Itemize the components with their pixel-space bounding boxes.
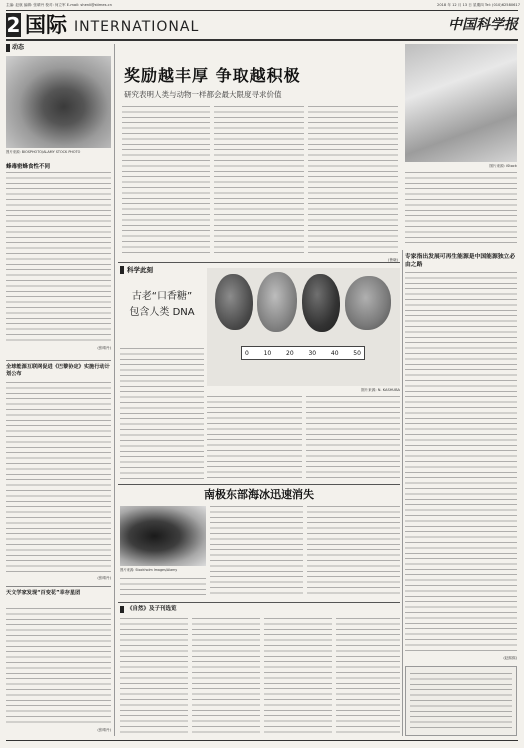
nature-marker [120, 606, 124, 613]
ruler-mark-20: 20 [286, 350, 294, 357]
pull-quote-line2: 包含人类 DNA [129, 307, 195, 318]
science-body-left [120, 348, 204, 436]
story2-body [6, 382, 111, 574]
nature-col2 [192, 618, 260, 736]
left-divider-1 [6, 360, 111, 361]
top-divider [6, 10, 518, 11]
sea-ice-body-right [307, 506, 400, 598]
story3-source: (张晴丹) [97, 728, 111, 732]
left-column-divider [114, 44, 115, 736]
dongtai-label: 动态 [12, 44, 25, 51]
masthead-credits: 主编: 赵航 编辑: 张晴丹 校对: 何立军 E-mail: shenli@stimes.cn [6, 3, 112, 7]
ruler-mark-50: 50 [353, 350, 361, 357]
right-column-divider [402, 250, 403, 736]
gum-piece-2 [257, 272, 297, 332]
section-title-en: INTERNATIONAL [74, 19, 200, 35]
science-top-rule [118, 262, 400, 263]
story1-source: (张晴丹) [97, 346, 111, 350]
dongtai-marker [6, 44, 10, 52]
bee-photo-caption: 图片来源: BIOSPHOTO/ALAMY STOCK PHOTO [6, 150, 81, 154]
left-column [6, 44, 111, 736]
right-story-source: (赵熙熙) [503, 656, 517, 660]
gum-piece-1 [215, 274, 253, 330]
main-story-photo-caption: 图片来源: iStock [489, 164, 517, 168]
story3-body [6, 608, 111, 726]
main-story-photo [405, 44, 517, 162]
main-story-col4 [405, 172, 517, 244]
right-bottom-box-body [410, 673, 512, 729]
nature-top-rule [118, 602, 400, 603]
right-story-body-1 [405, 272, 517, 554]
sea-ice-top-rule [118, 484, 400, 485]
ruler-marks [242, 350, 364, 358]
gum-photo [207, 268, 400, 386]
main-story-credit: (鲁晓) [388, 258, 398, 262]
main-story-col1 [122, 106, 210, 256]
story1-title: 蜂毒密蜂食性不同 [6, 164, 51, 170]
main-story-col3 [308, 106, 398, 256]
bottom-rule [6, 740, 518, 741]
sea-ice-title: 南极东部海冰迅速消失 [204, 488, 314, 501]
main-story-title: 奖励越丰厚 争取越积极 [124, 66, 301, 85]
story2-title: 全球能源互联网促进《巴黎协定》实施行动计划公布 [6, 364, 110, 377]
science-label: 科学此刻 [127, 266, 153, 274]
nature-label: 《自然》及子刊选览 [127, 606, 177, 612]
nature-col1 [120, 618, 188, 736]
bee-photo [6, 56, 111, 148]
ruler-mark-40: 40 [330, 350, 339, 357]
gum-piece-4 [345, 276, 391, 330]
gum-photo-caption: 图片来源: N. KASHUBA [361, 388, 400, 392]
sea-ice-photo-caption: 图片来源: Stockholm Images/Alamy [120, 568, 178, 572]
left-divider-2 [6, 586, 111, 587]
pull-quote [120, 282, 204, 344]
story1-body [6, 172, 111, 344]
story3-title: 天文学家发现“百变花”幸存星团 [6, 590, 81, 596]
right-story-body-2 [405, 558, 517, 654]
science-body-mid [207, 396, 302, 480]
right-story-title: 专家指出发展可再生能源是中国能源独立必由之路 [405, 254, 516, 268]
ruler-mark-0: 0 [245, 350, 249, 357]
nature-col4 [336, 618, 400, 736]
science-body-right [306, 396, 400, 480]
pull-quote-line1: 古老“口香糖” [131, 291, 193, 302]
nature-col3 [264, 618, 332, 736]
main-story-subtitle: 研究表明人类与动物一样都会最大限度寻求价值 [124, 90, 282, 99]
main-story-col2 [214, 106, 304, 256]
sea-ice-photo [120, 506, 206, 566]
right-bottom-box [405, 666, 517, 736]
story2-source: (张晴丹) [97, 576, 111, 580]
ruler-mark-10: 10 [263, 350, 272, 357]
page-number-block: 2 [6, 13, 21, 37]
science-body-left-2 [120, 440, 204, 480]
ruler-mark-30: 30 [308, 350, 317, 357]
science-marker [120, 266, 124, 274]
ruler-scale [241, 346, 365, 360]
sea-ice-body-left [120, 578, 206, 598]
sea-ice-body-mid [210, 506, 303, 598]
section-title-cn: 国际 [25, 13, 67, 37]
masthead-divider [6, 39, 518, 41]
paper-name-logo: 中国科学报 [448, 17, 518, 33]
masthead-date: 2018 年 12 月 13 日 星期四 Tel: (010)62580617 [437, 3, 520, 7]
gum-piece-3 [302, 274, 340, 332]
